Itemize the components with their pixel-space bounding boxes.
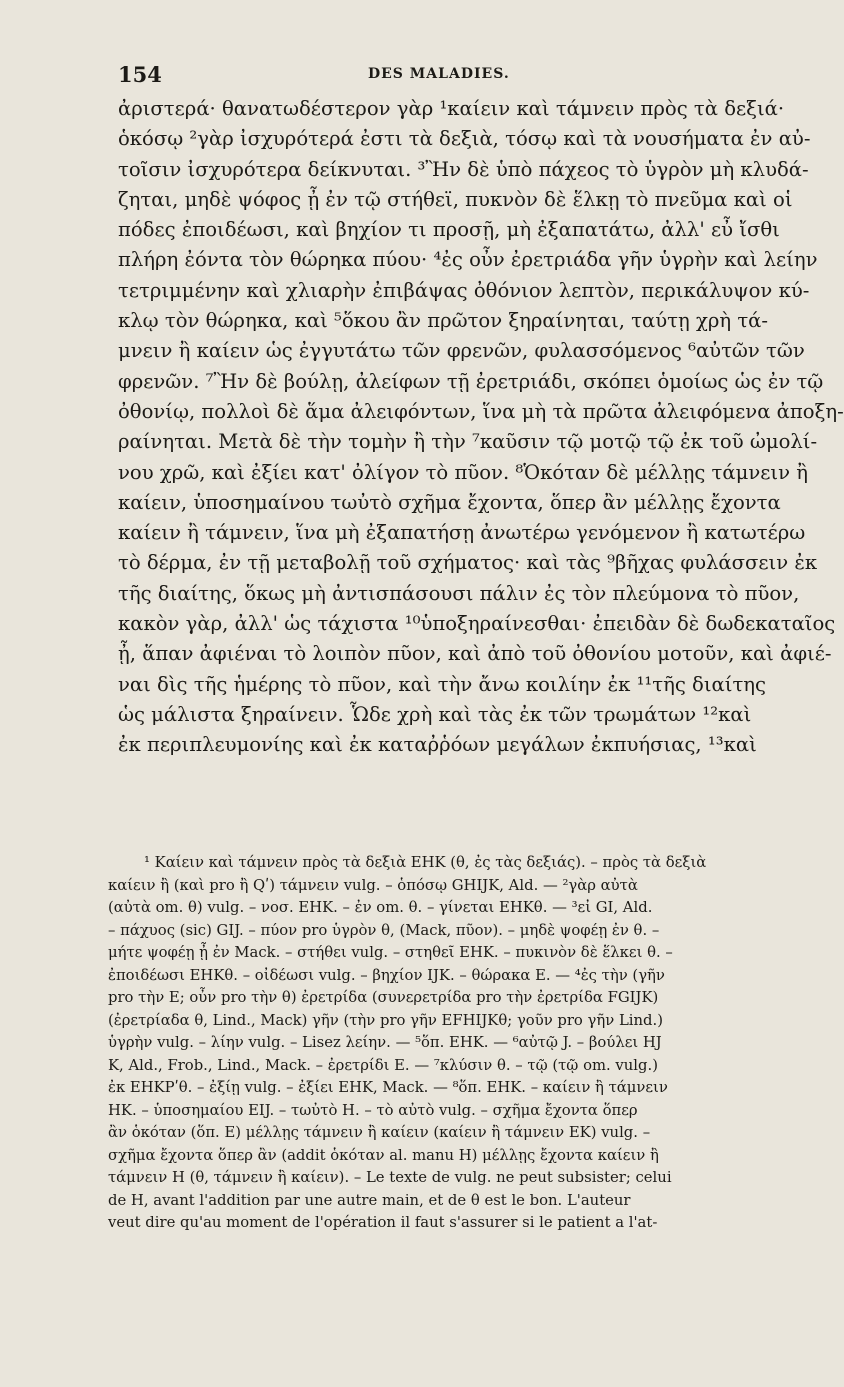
text-line: τῆς διαίτης, ὅκως μὴ ἀντισπάσουσι πάλιν ἐς τὸν πλεύμονα τὸ πῦον,: [118, 581, 800, 605]
footnote-line: ἐκ EHKPʹθ. – ἐξίῃ vulg. – ἐξίει EHK, Mack. — ⁸ὅπ. EHK. – καίειν ἢ τάμνειν: [108, 1079, 668, 1096]
footnote-line: καίειν ἢ (καὶ pro ἢ Qʹ) τάμνειν vulg. – ὁπόσῳ GHIJK, Ald. — ²γὰρ αὐτὰ: [108, 876, 638, 894]
text-line: ζηται, μηδὲ ψόφος ᾖ ἐν τῷ στήθεϊ, πυκνὸν δὲ ἕλκῃ τὸ πνεῦμα καὶ οἱ: [118, 187, 793, 211]
footnote-line: pro τὴν E; οὖν pro τὴν θ) ἐρετρίδα (συνερετρίδα pro τὴν ἐρετρίδα FGIJK): [108, 989, 659, 1006]
running-head: DES MALADIES.: [368, 66, 510, 82]
text-line: ὡς μάλιστα ξηραίνειν. Ὧδε χρὴ καὶ τὰς ἐκ τῶν τρωμάτων ¹²καὶ: [118, 702, 752, 726]
text-line: φρενῶν. ⁷Ἢν δὲ βούλῃ, ἀλείφων τῇ ἐρετριάδι, σκόπει ὁμοίως ὡς ἐν τῷ: [118, 369, 824, 393]
text-line: κλῳ τὸν θώρηκα, καὶ ⁵ὅκου ἂν πρῶτον ξηραίνηται, ταύτῃ χρὴ τά-: [118, 309, 769, 333]
footnote-line: σχῆμα ἔχοντα ὅπερ ἂν (addit ὁκόταν al. manu H) μέλλῃς ἔχοντα καίειν ἢ: [108, 1146, 659, 1164]
text-line: τοῖσιν ἰσχυρότερα δείκνυται. ³Ἢν δὲ ὑπὸ πάχεος τὸ ὑγρὸν μὴ κλυδά-: [118, 157, 809, 181]
footnotes: [108, 852, 768, 1235]
page-header: [118, 62, 758, 88]
text-line: ὀθονίῳ, πολλοὶ δὲ ἅμα ἀλειφόντων, ἵνα μὴ τὰ πρῶτα ἀλειφόμενα ἀποξη-: [118, 399, 844, 423]
footnote-line: HK. – ὑποσημαίου EIJ. – τωὐτὸ H. – τὸ αὐτὸ vulg. – σχῆμα ἔχοντα ὅπερ: [108, 1101, 638, 1119]
footnote-line: ἂν ὁκόταν (ὅπ. E) μέλλῃς τάμνειν ἢ καίειν (καίειν ἢ τάμνειν EK) vulg. –: [108, 1124, 651, 1141]
text-line: ἀριστερά· θανατωδέστερον γὰρ ¹καίειν καὶ τάμνειν πρὸς τὰ δεξιά·: [118, 97, 785, 120]
text-line: ᾖ, ἅπαν ἀφιέναι τὸ λοιπὸν πῦον, καὶ ἀπὸ τοῦ ὀθονίου μοτοῦν, καὶ ἀφιέ-: [118, 642, 832, 666]
footnote-line: τάμνειν H (θ, τάμνειν ἢ καίειν). – Le texte de vulg. ne peut subsister; celui: [108, 1169, 672, 1186]
text-line: μνειν ἢ καίειν ὡς ἐγγυτάτω τῶν φρενῶν, φυλασσόμενος ⁶αὐτῶν τῶν: [118, 339, 805, 363]
text-line: πλήρη ἐόντα τὸν θώρηκα πύου· ⁴ἐς οὖν ἐρετριάδα γῆν ὑγρὴν καὶ λείην: [118, 248, 818, 272]
footnote-line: μήτε ψοφέῃ ᾖ ἐν Mack. – στήθει vulg. – στηθεῖ EHK. – πυκινὸν δὲ ἕλκει θ. –: [108, 944, 673, 961]
footnote-line: ¹ Καίειν καὶ τάμνειν πρὸς τὰ δεξιὰ EHK (θ, ἐς τὰς δεξιάς). – πρὸς τὰ δεξιὰ: [144, 854, 707, 871]
text-line: ἐκ περιπλευμονίης καὶ ἐκ καταῤῥόων μεγάλων ἐκπυήσιας, ¹³καὶ: [118, 733, 757, 757]
footnote-line: de H, avant l'addition par une autre main, et de θ est le bon. L'auteur: [108, 1191, 631, 1209]
footnote-line: K, Ald., Frob., Lind., Mack. – ἐρετρίδι E. — ⁷κλύσιν θ. – τῷ (τῷ om. vulg.): [108, 1056, 658, 1074]
text-line: νου χρῶ, καὶ ἐξίει κατ' ὀλίγον τὸ πῦον. ⁸Ὁκόταν δὲ μέλλῃς τάμνειν ἢ: [118, 460, 808, 484]
text-line: ναι δὶς τῆς ἡμέρης τὸ πῦον, καὶ τὴν ἄνω κοιλίην ἐκ ¹¹τῆς διαίτης: [118, 672, 767, 696]
main-text: [118, 94, 844, 761]
footnote-line: (αὐτὰ om. θ) vulg. – νοσ. EHK. – ἐν om. θ. – γίνεται EHKθ. — ³εἰ GI, Ald.: [108, 899, 653, 916]
text-line: ὁκόσῳ ²γὰρ ἰσχυρότερά ἐστι τὰ δεξιὰ, τόσῳ καὶ τὰ νουσήματα ἐν αὐ-: [118, 127, 811, 151]
footnote-line: ὑγρὴν vulg. – λίην vulg. – Lisez λείην. — ⁵ὅπ. EHK. — ⁶αὐτῷ J. – βούλει HJ: [108, 1034, 662, 1051]
text-line: πόδες ἐποιδέωσι, καὶ βηχίον τι προσῇ, μὴ ἐξαπατάτω, ἀλλ' εὖ ἴσθι: [118, 218, 780, 242]
text-line: καίειν, ὑποσημαίνου τωὐτὸ σχῆμα ἔχοντα, ὅπερ ἂν μέλλῃς ἔχοντα: [118, 490, 781, 514]
text-line: καίειν ἢ τάμνειν, ἵνα μὴ ἐξαπατήσῃ ἀνωτέρω γενόμενον ἢ κατωτέρω: [118, 521, 806, 545]
text-line: ραίνηται. Μετὰ δὲ τὴν τομὴν ἢ τὴν ⁷καῦσιν τῷ μοτῷ τῷ ἐκ τοῦ ὠμολί-: [118, 430, 818, 454]
text-line: κακὸν γὰρ, ἀλλ' ὡς τάχιστα ¹⁰ὑποξηραίνεσθαι· ἐπειδὰν δὲ δωδεκαταῖος: [118, 612, 836, 636]
footnote-line: – πάχυος (sic) GIJ. – πύον pro ὑγρὸν θ, (Mack, πῦον). – μηδὲ ψοφέῃ ἐν θ. –: [108, 921, 660, 939]
footnote-line: (ἐρετρίαδα θ, Lind., Mack) γῆν (τὴν pro γῆν EFHIJKθ; γοῦν pro γῆν Lind.): [108, 1011, 663, 1029]
page-number: 154: [118, 62, 162, 87]
footnote-line: veut dire qu'au moment de l'opération il faut s'assurer si le patient a l'at-: [108, 1214, 658, 1231]
text-line: τὸ δέρμα, ἐν τῇ μεταβολῇ τοῦ σχήματος· καὶ τὰς ⁹βῆχας φυλάσσειν ἐκ: [118, 551, 818, 575]
text-line: τετριμμένην καὶ χλιαρὴν ἐπιβάψας ὀθόνιον λεπτὸν, περικάλυψον κύ-: [118, 278, 810, 302]
footnote-line: ἐποιδέωσι EHKθ. – οἰδέωσι vulg. – βηχίον IJK. – θώρακα E. — ⁴ἐς τὴν (γῆν: [108, 966, 665, 984]
